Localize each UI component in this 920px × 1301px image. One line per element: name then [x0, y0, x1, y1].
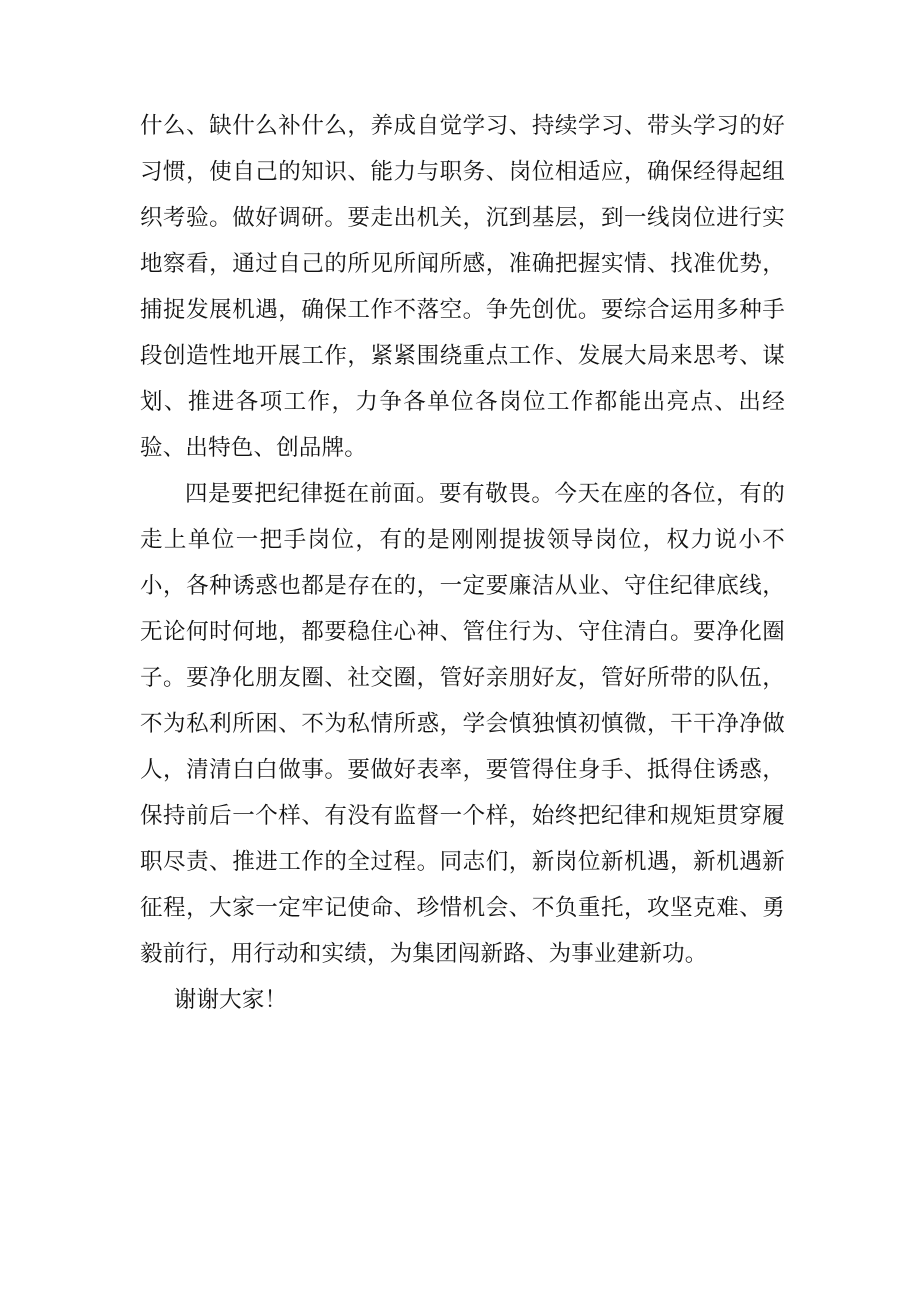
paragraph-discipline: 四是要把纪律挺在前面。要有敬畏。今天在座的各位，有的走上单位一把手岗位，有的是刚刚提拔领导岗位，权力说小不小，各种诱惑也都是存在的，一定要廉洁从业、守住纪律底线，无论何时何地，都要稳住心神、管住行为、守住清白。要净化圈子。要净化朋友圈、社交圈，管好亲朋好友，管好所带的队伍，不为私利所困、不为私情所惑，学会慎独慎初慎微，干干净净做人，清清白白做事。要做好表率，要管得住身手、抵得住诱惑，保持前后一个样、有没有监督一个样，始终把纪律和规矩贯穿履职尽责、推进工作的全过程。同志们，新岗位新机遇，新机遇新征程，大家一定牢记使命、珍惜机会、不负重托，攻坚克难、勇毅前行，用行动和实绩，为集团闯新路、为事业建新功。 [140, 481, 785, 967]
document-body [140, 103, 785, 1023]
closing-remark: 谢谢大家！ [173, 987, 288, 1013]
paragraph-continuation: 什么、缺什么补什么，养成自觉学习、持续学习、带头学习的好习惯，使自己的知识、能力与职务、岗位相适应，确保经得起组织考验。做好调研。要走出机关，沉到基层，到一线岗位进行实地察看，通过自己的所见所闻所感，准确把握实情、找准优势，捕捉发展机遇，确保工作不落空。争先创优。要综合运用多种手段创造性地开展工作，紧紧围绕重点工作、发展大局来思考、谋划、推进各项工作，力争各单位各岗位工作都能出亮点、出经验、出特色、创品牌。 [140, 113, 785, 461]
